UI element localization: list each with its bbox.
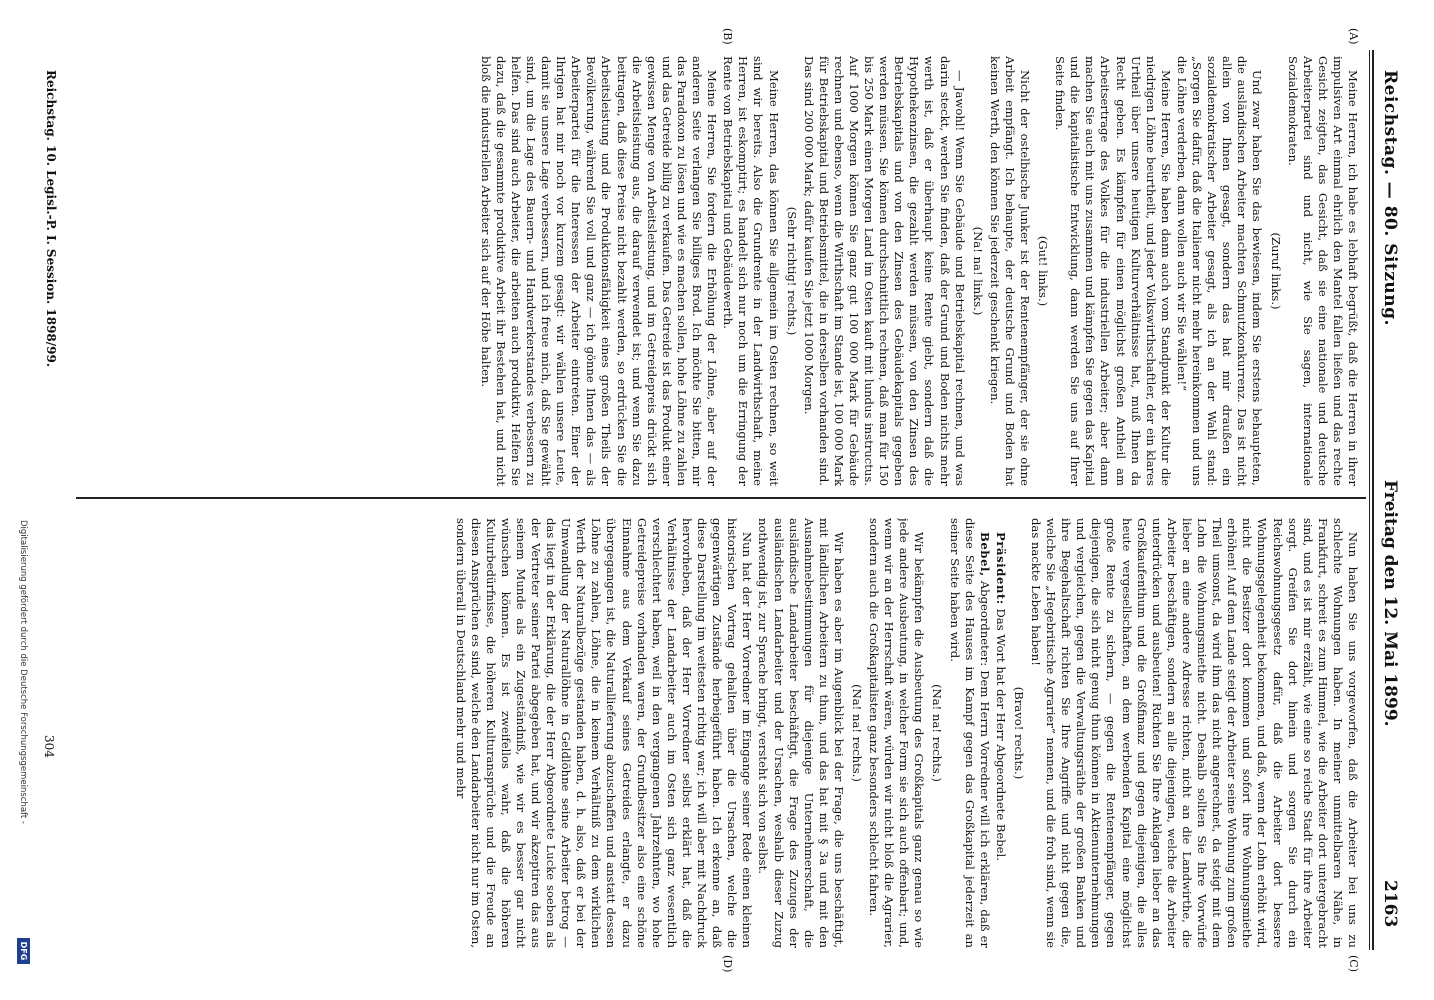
speaker-paragraph <box>946 518 991 948</box>
interjection: (Zuruf links.) <box>1268 232 1283 310</box>
paragraph: Wir bekämpfen die Ausbeutung des Großkapitals ganz genau so wie jede andere Ausbeutung, in welcher Form sie sich auch offenbart; und, wenn wir an der Herrschaft wären, würden wir nicht bloß die Agrarier, sondern auch die Großkapitalisten ganz besonders schlecht fahren. <box>867 518 927 948</box>
speaker-text: Abgeordneter: Dem Herrn Vorredner will ich erklären, daß er diese Seite des Hauses im Kampf gegen das Großkapital jederzeit an seiner Seite haben wird. <box>947 518 992 948</box>
paragraph: Wir haben es aber im Augenblick bei der Frage, die uns beschäftigt, mit ländlichen Arbeitern zu thun, und das hat mit § 3a und mit den Ausnahmebestimmungen für diejenige Unternehmerschaft, die ausländische Landarbeiter beschäftigt, die Frage des Zuzuges der ausländischen Landarbeiter und der Ursachen, weshalb dieser Zuzug nothwendig ist, zur Sprache bringt, versteht sich von selbst. <box>756 518 846 948</box>
paragraph: Meine Herren, ich habe es lebhaft begrüßt, daß die Herren in ihrer impulsiven Art einmal ehrlich den Mantel fallen ließen und das rechte Gesicht zeigten, das Gesicht, daß sie eine nationale und deutsche Arbeiterpartei sind und nicht, wie Sie sagen, internationale Sozialdemokraten. <box>1285 56 1360 486</box>
paragraph: Und zwar haben Sie das bewiesen, indem Sie erstens behaupteten, die ausländischen Arbeiter machten Schmutzkonkurrenz. Das ist nicht allein von Ihnen gesagt, sondern das hat mir draußen ein sozialdemokratischer Arbeiter gesagt, als ich an der Wahl stand: „Sorgen Sie dafür, daß die Italiener nicht mehr hereinkommen und uns die Löhne verderben, dann wollen auch wir Sie wählen!“ <box>1174 56 1265 486</box>
header-rule <box>1372 50 1374 950</box>
margin-marker-a: (A) <box>1347 28 1360 45</box>
interjection: (Na! na! rechts.) <box>850 684 864 782</box>
margin-marker-d: (D) <box>721 955 734 973</box>
paragraph: Meine Herren, das können Sie allgemein im Osten rechnen, so weit sind wir bereits. Also die Grundrente in der Landwirthschaft, meine Herren, ist eskomptirt; es handelt sich nur noch um die Erringung der Rente von Betriebskapital und Gebäudewerth. <box>721 56 781 486</box>
margin-marker-c: (C) <box>1347 955 1360 972</box>
header-session-title: Reichstag. — 80. Sitzung. <box>1380 70 1400 326</box>
paragraph: Meine Herren, Sie haben dann auch vom Standpunkt der Kultur die niedrigen Löhne beurtheilt, und jeder Volkswirthschaftler, der ein klares Urtheil über unsere heutigen Kulturverhältnisse hat, muß Ihnen da Recht geben. Es kämpfen für einen möglichst großen Antheil am Arbeitsertrage des Volkes für die industriellen Arbeiter; aber dann machen Sie auch mit uns zusammen und kämpfen Sie gegen das Kapital und die kapitalistische Entwicklung, dann werden Sie uns auf Ihrer Seite finden. <box>1053 56 1173 486</box>
speaker-name: Präsident: <box>993 532 1008 605</box>
digitization-note: Digitalisierung gefördert durch die Deutsche Forschungsgemeinschaft - <box>18 520 28 824</box>
paragraph: — Jawohl! Wenn Sie Gebäude und Betriebskapital rechnen, und was darin steckt, werden Sie finden, daß der Grund und Boden nichts mehr werth ist, daß er überhaupt keine Rente giebt, sondern daß die Hypothekenzinsen, die gezahlt werden müssen, von den Zinsen des Betriebskapitals und von den Zinsen des Gebäudekapitals gegeben werden müssen. Sie können durchschnittlich rechnen, daß man für 150 bis 250 Mark einen Morgen Land im Osten kauft mit lundus instructus. Auf 1000 Morgen können Sie ganz gut 100 000 Mark für Gebäude rechnen und ebenso, wenn die Wirthschaft im Stande ist, 100 000 Mark für Betriebskapital und Betriebsmittel, die in derselben vorhanden sind. Das sind 200 000 Mark; dafür kaufen Sie jetzt 1000 Morgen. <box>801 56 967 486</box>
footer-session-info: Reichstag. 10. Legisl.-P. I. Session. 1898/99. <box>44 70 58 368</box>
speaker-name: Bebel, <box>977 532 992 577</box>
paragraph: Nicht der ostelbische Junker ist der Rentenempfänger, der sie ohne Arbeit empfängt. Ich behaupte, der deutsche Grund und Boden hat keinen Werth, den können Sie jederzeit geschenkt kriegen. <box>987 56 1033 486</box>
paragraph: Meine Herren, Sie fordern die Erhöhung der Löhne, aber auf der anderen Seite verlangen Sie billiges Brod. Ich möchte Sie bitten, mir das Paradoxon zu lösen und wie es machen sollen, hohe Löhne zu zahlen und das Getreide billig zu verkaufen. Das Getreide ist das Produkt einer gewissen Menge von Arbeitsleistung, und im Getreidepreis drückt sich die Arbeitsleistung aus, die darauf verwendet ist; und wenn Sie dazu beitragen, daß diese Preise nicht bezahlt werden, so erdrücken Sie die Arbeitsleistung und die Produktionsfähigkeit eines großen Theils der Bevölkerung, während Sie voll und ganz — ich gönne Ihnen das — als Arbeiterpartei für die Interessen der Arbeiter eintreten. Einer der Ihrigen hat mir noch vor kurzem gesagt: wir wählen unsere Leute, damit sie unsere Lage verbessern, und ich freue mich, daß Sie gewählt sind, um die Lage des Bauern- und Handwerkerstandes verbessern zu helfen. Das sind auch Arbeiter, die arbeiten auch produktiv. Helfen Sie dazu, daß die gesammte produktive Arbeit ihr Bestehen hat, und nicht bloß die industriellen Arbeiter sich auf der Höhe halten. <box>478 56 720 486</box>
interjection: (Bravo! rechts.) <box>1011 686 1026 780</box>
interjection: (Sehr richtig! rechts.) <box>784 206 799 336</box>
paragraph: Nun hat der Herr Vorredner im Eingange seiner Rede einen kleinen historischen Vortrag gehalten über die Ursachen, welche die gegenwärtigen Zustände herbeigeführt haben. Ich erkenne an, daß diese Darstellung im weitesten richtig war; ich will aber mit Nachdruck hervorheben, daß der Herr Vorredner selbst erklärt hat, daß die Verhältnisse der Landarbeiter auch im Osten sich ganz wesentlich verschlechtert haben, weil in den vergangenen Jahrzehnten, wo hohe Getreidepreise vorhanden waren, der Grundbesitzer also eine schöne Einnahme aus dem Verkauf seines Getreides erlangte, er dazu übergegangen ist, die Naturallieferung abzuschaffen und anstatt dessen Löhne zu zahlen, Löhne, die in keinem Verhältniß zu dem wirklichen Werth der Naturalbezüge gestanden haben, d. h. also, daß er bei der Umwandlung der Naturallöhne in Geldlöhne seine Arbeiter betrog — das liegt in der Erklärung, die der Herr Abgeordnete Lucke soeben als der Vertreter seiner Partei abgegeben hat, und wir akzeptiren das aus seinem Munde als ein Zugeständniß, wie wir es besser gar nicht wünschen können. Es ist zweifellos wahr, daß die höheren Kulturbedürfnisse, die höheren Kulturansprüche und die Freude an diesen Ansprüchen es sind, welche den Landarbeiter nicht nur im Osten, sondern überall in Deutschland mehr und mehr <box>453 518 755 948</box>
footer-page-number: 304 <box>42 735 56 758</box>
left-text-column <box>70 56 1360 486</box>
interjection: (Gut! links.) <box>1036 235 1051 307</box>
right-text-column <box>70 518 1360 948</box>
speaker-text: Das Wort hat der Herr Abgeordnete Bebel. <box>993 608 1008 861</box>
interjection: (Na! na! rechts.) <box>930 684 945 782</box>
header-rule-thin <box>1369 50 1370 950</box>
speaker-paragraph <box>993 518 1008 948</box>
column-divider <box>76 497 1366 499</box>
dfg-logo: DFG <box>17 938 30 964</box>
interjection: (Na! na! links.) <box>970 226 985 316</box>
header-date: Freitag den 12. Mai 1899. <box>1380 480 1400 727</box>
header-page-number: 2163 <box>1380 880 1400 928</box>
margin-marker-b: (B) <box>721 28 734 45</box>
paragraph: Nun haben Sie uns vorgeworfen, daß die Arbeiter bei uns zu schlechte Wohnungen haben. In meiner unmittelbaren Nähe, in Frankfurt, schreit es zum Himmel, wie die Arbeiter dort untergebracht sind, und es ist mir erzählt, wie eine so reiche Stadt für ihre Arbeiter sorgt. Greifen Sie dort hinein und sorgen Sie durch ein Reichswohnungsgesetz dafür, daß die Arbeiter dort bessere Wohnungsgelegenheit bekommen, und daß, wenn der Lohn erhöht wird, nicht die Besitzer dort kommen und sofort ihre Wohnungsmiethe erhöhen! Auf dem Lande steigt der Arbeiter seine Wohnung zum großen Theil umsonst, da wird ihm das nicht angerechnet, da steigt mit dem Lohn die Wohnungsmiethe nicht. Deshalb sollten Sie Ihre Vorwürfe lieber an eine andere Adresse richten, nicht an die Landwirthe, die Arbeiter beschäftigen, sondern an alle diejenigen, welche die Arbeiter unterdrücken und ausbeuten! Richten Sie Ihre Anklagen lieber an das Großkaufenthum und die Großfinanz und gegen diejenigen, die alles heute vergesellschaften, an dem werbenden Kapital eine möglichst große Rente zu sichern, — gegen die Rentenempfänger, gegen diejenigen, die sich nicht genug thun können in Aktienunternehmungen und vergleichen, gegen die Verwaltungsräthe der großen Banken und ihre Begehaltschaft richten Sie Ihre Angriffe und nicht gegen die, welche Sie „Hegebritische Agrarier“ nennen, und die froh sind, wenn sie das nackte Leben haben! <box>1029 518 1360 948</box>
